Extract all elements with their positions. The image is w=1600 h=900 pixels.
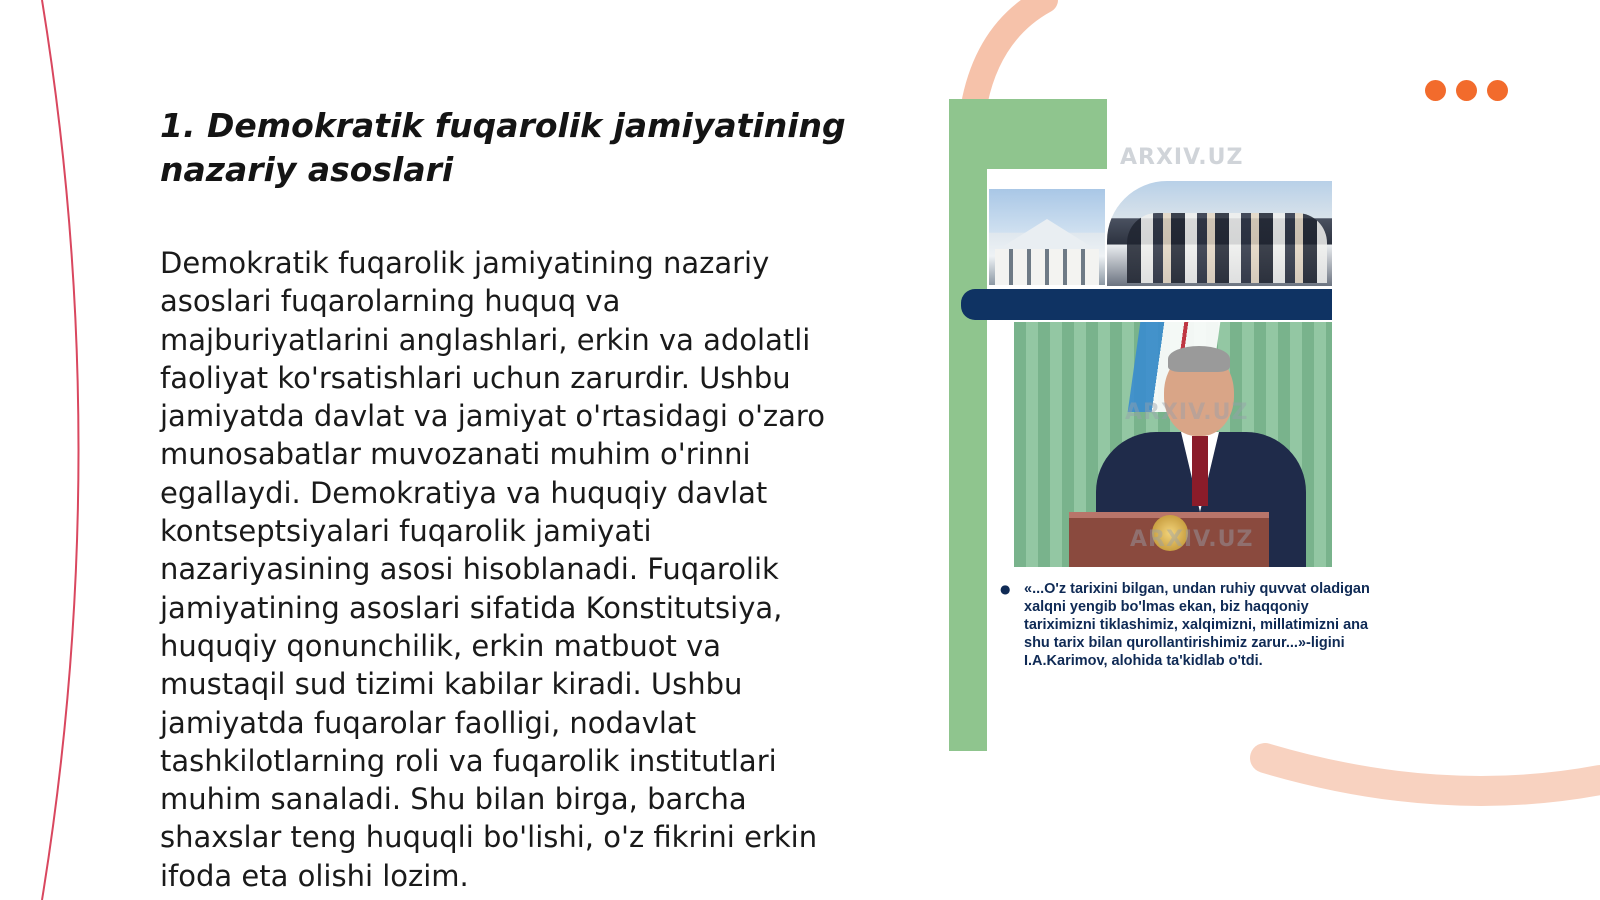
dot-icon — [1425, 80, 1446, 101]
slide-title: 1. Demokratik fuqarolik jamiyatining nazariy asoslari — [160, 106, 846, 189]
dot-icon — [1487, 80, 1508, 101]
watermark: ARXIV.UZ — [1120, 145, 1244, 170]
left-curve-line — [42, 0, 79, 900]
crowd-photo — [1107, 181, 1332, 286]
menu-dots — [1425, 80, 1508, 101]
green-top-block — [949, 99, 1107, 169]
dot-icon — [1456, 80, 1477, 101]
quote-caption — [1000, 580, 1370, 670]
quote-text: «...O'z tarixini bilgan, undan ruhiy quvvat oladigan xalqni yengib bo'lmas ekan, biz haqqoniy tariximizni tiklashimiz, xalqimizni, millatimizni ana shu tarix bilan qurollantirishimiz zarur...»-ligini I.A.Karimov, alohida ta'kidlab o'tdi. — [1024, 581, 1370, 669]
slide-body-text: Demokratik fuqarolik jamiyatining nazariy asoslari fuqarolarning huquq va majburiyatlarini anglashlari, erkin va adolatli faoliyat ko'rsatishlari uchun zarurdir. Ushbu jamiyatda davlat va jamiyat o'rtasidagi o'zaro munosabatlar muvozanati muhim o'rinni egallaydi. Demokratiya va huquqiy davlat kontseptsiyalari fuqarolik jamiyati nazariyasining asosi hisoblanadi. Fuqarolik jamiyatining asoslari sifatida Konstitutsiya, huquqiy qonunchilik, erkin matbuot va mustaqil sud tizimi kabilar kiradi. Ushbu jamiyatda fuqarolar faolligi, nodavlat tashkilotlarning roli va fuqarolik institutlari muhim sanaladi. Shu bilan birga, barcha shaxslar teng huquqli bo'lishi, o'z fikrini erkin ifoda eta olishi lozim. — [160, 246, 825, 893]
navy-banner — [961, 289, 1332, 320]
watermark: ARXIV.UZ — [1130, 527, 1254, 552]
watermark: ARXIV.UZ — [1125, 400, 1249, 425]
green-side-bar — [949, 99, 987, 751]
bullet-icon: ● — [1000, 582, 1011, 596]
bottom-peach-arc — [1265, 758, 1600, 791]
top-peach-arc — [975, 0, 1045, 100]
building-photo — [989, 189, 1105, 285]
